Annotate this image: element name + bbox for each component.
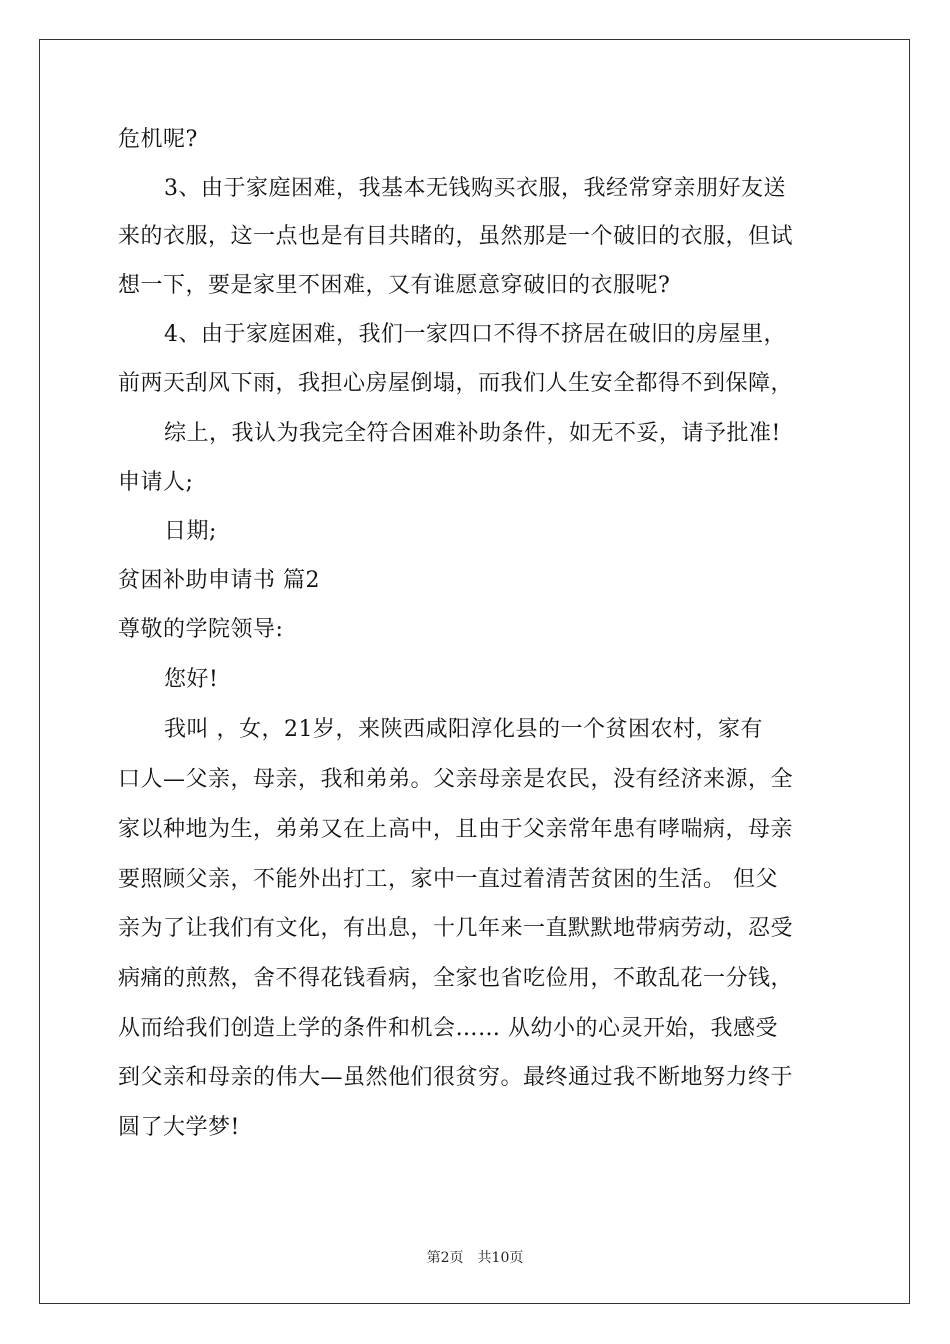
salutation: 尊敬的学院领导: [118, 617, 284, 642]
text-line: 我叫 ，女，21岁，来陕西咸阳淳化县的一个贫困农村，家有 [164, 717, 763, 742]
page-footer [0, 1247, 950, 1267]
greeting: 您好! [164, 667, 219, 692]
text-line: 家以种地为生，弟弟又在上高中，且由于父亲常年患有哮喘病，母亲 [118, 817, 794, 842]
section-title: 贫困补助申请书 篇2 [118, 568, 320, 593]
text-line: 来的衣服，这一点也是有目共睹的，虽然那是一个破旧的衣服，但试 [118, 224, 794, 249]
date-label: 日期; [164, 519, 217, 544]
text-line: 前两天刮风下雨，我担心房屋倒塌，而我们人生安全都得不到保障， [118, 371, 794, 396]
text-line: 3、由于家庭困难，我基本无钱购买衣服，我经常穿亲朋好友送 [164, 176, 786, 201]
text-line: 亲为了让我们有文化，有出息，十几年来一直默默地带病劳动，忍受 [118, 916, 794, 941]
text-line: 4、由于家庭困难，我们一家四口不得不挤居在破旧的房屋里， [164, 322, 786, 347]
signature-label: 申请人; [118, 470, 194, 495]
text-line: 危机呢? [118, 127, 198, 152]
page-total: 共10页 [477, 1250, 524, 1266]
text-line: 从而给我们创造上学的条件和机会…… 从幼小的心灵开始，我感受 [118, 1016, 778, 1041]
text-line: 圆了大学梦! [118, 1115, 240, 1140]
text-line: 要照顾父亲，不能外出打工，家中一直过着清苦贫困的生活。 但父 [118, 867, 778, 892]
text-line: 综上，我认为我完全符合困难补助条件，如无不妥，请予批准! [164, 421, 781, 446]
text-line: 口人—父亲，母亲，我和弟弟。父亲母亲是农民，没有经济来源，全 [118, 767, 794, 792]
text-line: 病痛的煎熬，舍不得花钱看病，全家也省吃俭用，不敢乱花一分钱， [118, 966, 794, 991]
text-line: 想一下，要是家里不困难，又有谁愿意穿破旧的衣服呢? [118, 273, 671, 298]
page-number: 第2页 [426, 1250, 464, 1266]
text-line: 到父亲和母亲的伟大—虽然他们很贫穷。最终通过我不断地努力终于 [118, 1065, 794, 1090]
